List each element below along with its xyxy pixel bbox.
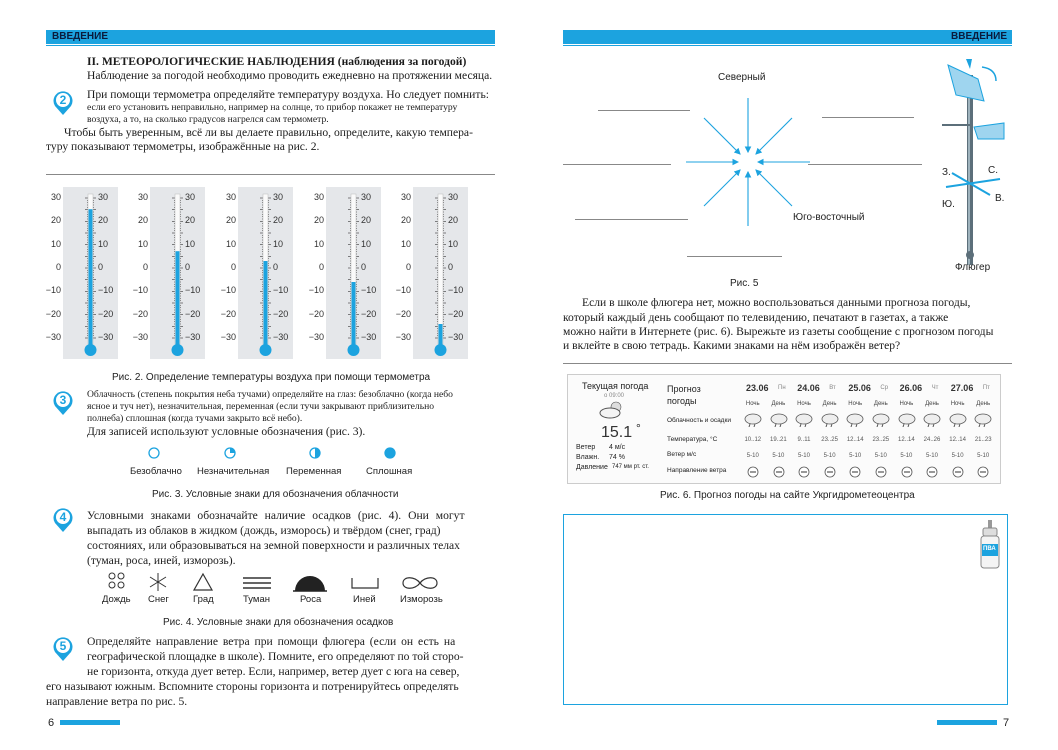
task-5-line-3: не горизонта, откуда дует ветер. Если, например, ветер дует с юга на север,	[87, 665, 460, 678]
fog-icon	[243, 576, 271, 590]
thermometer-5-label-left: −10	[395, 285, 411, 296]
forecast-wind: 5-10	[925, 453, 938, 459]
forecast-date: 23.06	[746, 383, 769, 393]
thermometer-1-label-left: 10	[50, 238, 61, 249]
thermometer-3-label-right: 30	[273, 192, 284, 202]
frost-icon	[350, 576, 380, 590]
forecast-temp: 23..25	[872, 437, 890, 443]
forecast-date: 26.06	[899, 383, 923, 393]
thermometer-3-label-left: −10	[220, 285, 236, 296]
forecast-temp: 12..14	[898, 437, 915, 443]
thermometer-2-label-right: −10	[185, 285, 201, 296]
precip-legend-frost: Иней	[353, 594, 376, 605]
thermometer-4-label-right: 30	[361, 192, 372, 202]
thermometer-1-label-right: 10	[98, 238, 109, 249]
wind-direction-icon	[824, 466, 836, 478]
forecast-cloud-icon	[898, 411, 916, 427]
right-para-line-1: Если в школе флюгера нет, можно воспользоваться данными прогноза погоды,	[582, 296, 971, 309]
current-weather-title: Текущая погода	[582, 381, 649, 391]
thermometer-4-column	[352, 282, 356, 351]
forecast-night-label: Ночь	[950, 401, 965, 407]
cloud-variable-icon	[309, 447, 321, 459]
precip-legend-rime: Изморозь	[400, 594, 443, 605]
thermometer-4-label-left: 10	[313, 238, 324, 249]
task-4-line-2: выпадать из облаков в жидком (дождь, изморось) и твёрдом (снег, град)	[87, 524, 441, 537]
task-2-badge	[52, 90, 74, 116]
right-para-line-2: который каждый день сообщают по телевидению, печатают в газетах, а также	[563, 311, 949, 324]
task-3-line-4: Для записей используют условные обозначения (рис. 3).	[87, 425, 366, 438]
row-wind-label: Ветер м/с	[667, 451, 697, 458]
task-5-line-1: Определяйте направление ветра при помощи флюгера (если он есть на	[87, 635, 456, 648]
thermometer-1-label-right: −10	[98, 285, 114, 296]
thermometer-5-label-right: 30	[448, 192, 459, 202]
forecast-wind: 5-10	[772, 453, 785, 459]
thermometer-5-label-right: 0	[448, 262, 454, 272]
cloud-legend-variable: Переменная	[286, 466, 342, 477]
forecast-cloud-icon	[846, 411, 864, 427]
task-5-line-5: направление ветра по рис. 5.	[46, 695, 188, 708]
vane-label-west: З.	[942, 167, 951, 178]
thermometer-1-label-right: 20	[98, 215, 109, 226]
thermometer-3-label-right: −10	[273, 285, 289, 296]
thermometer-5-label-right: −30	[448, 332, 464, 342]
forecast-day-label: День	[925, 401, 939, 407]
right-footer-bar	[937, 720, 997, 725]
task-4-line-4: (туман, роса, иней, изморозь).	[87, 554, 236, 567]
forecast-temp: 19..21	[770, 437, 787, 443]
fig2-caption: Рис. 2. Определение температуры воздуха при помощи термометра	[112, 372, 431, 383]
thermometer-4-label-right: 20	[361, 215, 372, 226]
task-4-line-3: состояниях, или образовываться на земной поверхности и различных телах	[87, 539, 460, 552]
forecast-day-label: День	[822, 401, 837, 407]
forecast-night-label: Ночь	[848, 401, 863, 407]
thermometer-3-label-right: −30	[273, 332, 289, 342]
current-wind-value: 4 м/с	[609, 444, 626, 451]
cloud-overcast-icon	[384, 447, 396, 459]
thermometer-4-label-right: −20	[361, 308, 377, 319]
left-header-thin-line	[46, 45, 495, 46]
wind-rose-arrows	[678, 92, 818, 232]
forecast-temp: 12..14	[846, 437, 864, 443]
thermometer-5-label-right: 20	[448, 215, 459, 226]
thermometer-3-label-left: −30	[220, 332, 236, 342]
forecast-temp: 10..12	[744, 437, 762, 443]
task-2-line-2: если его установить неправильно, например на солнце, то прибор покажет не температуру	[87, 102, 458, 113]
left-header-bar	[46, 30, 495, 44]
forecast-title-1: Прогноз	[667, 384, 701, 394]
weather-widget	[567, 374, 1001, 484]
forecast-title-2: погоды	[667, 396, 697, 406]
fig5-caption: Рис. 5	[730, 278, 759, 289]
thermometer-3-label-left: 30	[225, 192, 236, 202]
task-3-line-3: полнеба) сплошная (когда тучами закрыто всё небо).	[87, 413, 303, 424]
fig3-caption: Рис. 3. Условные знаки для обозначения облачности	[152, 489, 399, 500]
thermometer-2-label-left: 10	[137, 238, 148, 249]
thermometer-1-label-right: −20	[98, 308, 114, 319]
cloud-legend-none: Безоблачно	[130, 466, 182, 477]
current-temp-degree: °	[636, 421, 641, 435]
row-dir-label: Направление ветра	[667, 467, 727, 474]
forecast-temp: 9..11	[797, 437, 811, 443]
forecast-date: 25.06	[848, 383, 871, 393]
task-4-line-1: Условными знаками обозначайте наличие осадков (рис. 4). Они могут	[87, 509, 465, 522]
left-page-number: 6	[48, 717, 55, 729]
snow-icon	[148, 572, 168, 592]
forecast-day-label: День	[771, 401, 786, 407]
forecast-cloud-icon	[923, 411, 941, 427]
thermometer-5-label-left: −20	[395, 308, 411, 319]
current-temp: 15.1	[601, 424, 633, 441]
thermometer-4-label-left: −20	[308, 308, 324, 319]
precip-legend-fog: Туман	[243, 594, 270, 605]
forecast-date: 27.06	[950, 383, 974, 393]
left-footer-bar	[60, 720, 120, 725]
current-cloud-icon	[598, 400, 624, 420]
thermometer-3-label-left: 10	[225, 238, 236, 249]
thermometer-5-label-left: 10	[400, 238, 411, 249]
fig6-caption: Рис. 6. Прогноз погоды на сайте Укргидрометеоцентра	[660, 490, 915, 501]
thermometer-1-label-right: −30	[98, 332, 114, 342]
forecast-wind: 5-10	[977, 453, 990, 459]
forecast-cloud-icon	[770, 411, 788, 427]
thermometer-5-label-left: 30	[400, 192, 411, 202]
rain-icon	[106, 572, 128, 590]
forecast-cloud-icon	[795, 411, 813, 427]
thermometer-3-label-right: 10	[273, 238, 284, 249]
thermometer-3-label-right: −20	[273, 308, 289, 319]
task-2-line-5: туру показывают термометры, изображённые на рис. 2.	[46, 140, 320, 153]
task-2-number: 2	[59, 93, 67, 107]
thermometer-2-label-right: 10	[185, 238, 196, 249]
thermometer-4-label-right: 10	[361, 238, 372, 249]
task-2-line-3: воздуха, а то, на сколько градусов нагрелся сам термометр.	[87, 114, 329, 125]
answer-line-5	[575, 219, 688, 220]
task-2-line-4: Чтобы быть уверенным, всё ли вы делаете правильно, определите, какую темпера-	[64, 126, 473, 139]
thermometer-4-label-left: 0	[318, 262, 324, 272]
thermometer-3-label-left: −20	[220, 308, 236, 319]
thermometer-1-label-left: −10	[45, 285, 61, 296]
paste-box	[563, 514, 1008, 705]
forecast-cloud-icon	[974, 411, 992, 427]
forecast-temp: 24..26	[923, 437, 941, 443]
section-title: II. МЕТЕОРОЛОГИЧЕСКИЕ НАБЛЮДЕНИЯ (наблюдения за погодой)	[87, 55, 467, 68]
forecast-weekday: Ср	[880, 385, 889, 391]
task-5-line-4: его называют южным. Вспомните стороны горизонта и потренируйтесь определять	[46, 680, 459, 693]
right-para-line-4: и вклейте в свою тетрадь. Какими знаками на нём изображён ветер?	[563, 339, 901, 352]
row-temp-label: Температура, °С	[667, 436, 718, 443]
right-header-bar	[563, 30, 1012, 44]
vane-label-south: Ю.	[942, 199, 955, 210]
vane-label-north: С.	[988, 165, 998, 176]
wind-direction-icon	[773, 466, 785, 478]
forecast-wind: 5-10	[746, 453, 759, 459]
dew-icon	[293, 574, 327, 592]
thermometer-1-label-left: 30	[50, 192, 61, 202]
thermometer-3-label-left: 20	[225, 215, 236, 226]
forecast-day-label: День	[976, 401, 991, 407]
task-3-line-1: Облачность (степень покрытия неба тучами) определяйте на глаз: безоблачно (когда небо	[87, 389, 453, 400]
answer-line-4	[808, 164, 922, 165]
answer-line-2	[822, 117, 914, 118]
forecast-wind: 5-10	[797, 453, 810, 459]
thermometer-5-label-left: 0	[405, 262, 411, 272]
thermometer-4-label-left: −10	[308, 285, 324, 296]
task-4-number: 4	[59, 510, 67, 524]
task-3-number: 3	[59, 393, 67, 407]
current-wind-label: Ветер	[576, 444, 596, 451]
thermometer-5-label-left: 20	[400, 215, 411, 226]
forecast-weekday: Пт	[982, 385, 990, 391]
thermometer-1-label-left: 20	[50, 215, 61, 226]
row-clouds-label: Облачность и осадки	[667, 417, 731, 424]
thermometer-5-label-right: −20	[448, 308, 464, 319]
thermometer-2-label-left: 30	[137, 192, 148, 202]
weather-vane-illustration	[938, 55, 1018, 265]
thermometer-2-label-left: 0	[142, 262, 148, 272]
rose-label-southeast: Юго-восточный	[793, 212, 865, 223]
vane-label-east: В.	[995, 193, 1005, 204]
task-2-line-1: При помощи термометра определяйте температуру воздуха. Но следует помнить:	[87, 88, 489, 101]
forecast-date: 24.06	[797, 383, 820, 393]
left-header-label: ВВЕДЕНИЕ	[52, 31, 108, 42]
forecast-wind: 5-10	[823, 453, 836, 459]
forecast-temp: 21..23	[974, 437, 992, 443]
task-5-line-2: географической площадке в школе). Помните, его определяют по той сторо-	[87, 650, 464, 663]
forecast-night-label: Ночь	[899, 401, 914, 407]
thermometer-2-label-left: −10	[132, 285, 148, 296]
thermometer-2-label-right: −20	[185, 308, 201, 319]
forecast-temp: 23..25	[821, 437, 838, 443]
thermometer-3-label-right: 0	[273, 262, 279, 272]
forecast-weekday: Чт	[931, 385, 939, 391]
thermometer-1-label-right: 0	[98, 262, 104, 272]
thermometer-2-column	[176, 251, 180, 351]
current-humidity-value: 74 %	[609, 454, 625, 461]
current-pressure-label: Давление	[576, 464, 608, 471]
thermometer-1-label-left: 0	[55, 262, 61, 272]
fig6-top-rule	[563, 363, 1012, 364]
thermometer-5-label-left: −30	[395, 332, 411, 342]
right-header-thin-line	[563, 45, 1012, 46]
task-4-badge	[52, 507, 74, 533]
forecast-wind: 5-10	[874, 453, 887, 459]
thermometer-2-label-left: −20	[132, 308, 148, 319]
fig2-top-rule	[46, 174, 495, 175]
thermometer-2-label-right: 20	[185, 215, 196, 226]
thermometer-4-label-right: −10	[361, 285, 377, 296]
hail-icon	[192, 572, 214, 592]
rime-icon	[401, 574, 439, 592]
thermometer-2-label-right: −30	[185, 332, 201, 342]
wind-direction-icon	[747, 466, 759, 478]
wind-direction-icon	[849, 466, 861, 478]
thermometer-3-label-left: 0	[230, 262, 236, 272]
cloud-slight-icon	[224, 447, 236, 459]
current-weather-time: о 09:00	[604, 393, 625, 399]
right-header-label: ВВЕДЕНИЕ	[951, 31, 1007, 42]
glue-label: ПВА	[983, 546, 996, 552]
wind-direction-icon	[798, 466, 810, 478]
precip-legend-hail: Град	[193, 594, 214, 605]
forecast-night-label: Ночь	[745, 401, 760, 407]
forecast-cloud-icon	[872, 411, 890, 427]
wind-direction-icon	[977, 466, 989, 478]
thermometer-5-label-right: 10	[448, 238, 459, 249]
current-humidity-label: Влажн.	[576, 454, 600, 461]
intro-text: Наблюдение за погодой необходимо проводить ежедневно на протяжении месяца.	[87, 69, 493, 82]
answer-line-3	[563, 164, 671, 165]
precip-legend-rain: Дождь	[102, 594, 131, 605]
vane-caption: Флюгер	[955, 262, 991, 273]
wind-direction-icon	[901, 466, 913, 478]
forecast-temp: 12..14	[949, 437, 966, 443]
thermometer-2-label-left: −30	[132, 332, 148, 342]
thermometer-4-label-left: 20	[313, 215, 324, 226]
thermometer-1-label-right: 30	[98, 192, 109, 202]
forecast-weekday: Пн	[778, 385, 786, 391]
glue-bottle-icon	[978, 520, 1002, 570]
thermometer-1-label-left: −30	[45, 332, 61, 342]
thermometer-2-label-left: 20	[137, 215, 148, 226]
forecast-wind: 5-10	[900, 453, 913, 459]
forecast-cloud-icon	[744, 411, 762, 427]
forecast-night-label: Ночь	[797, 401, 811, 407]
right-para-line-3: можно найти в Интернете (рис. 6). Вырежьте из газеты сообщение с прогнозом погоды	[563, 325, 994, 338]
fig4-caption: Рис. 4. Условные знаки для обозначения осадков	[163, 617, 394, 628]
thermometer-4-label-right: −30	[361, 332, 377, 342]
thermometer-1-column	[89, 209, 93, 351]
task-3-line-2: ясное и туч нет), незначительная, переменная (если тучи закрывают приблизительно	[87, 401, 435, 412]
thermometer-3-label-right: 20	[273, 215, 284, 226]
thermometer-4-label-left: 30	[313, 192, 324, 202]
precip-legend-snow: Снег	[148, 594, 169, 605]
thermometer-2-label-right: 0	[185, 262, 191, 272]
forecast-cloud-icon	[949, 411, 967, 427]
task-5-number: 5	[59, 639, 67, 653]
thermometer-4-label-right: 0	[361, 262, 367, 272]
forecast-grid	[740, 379, 996, 479]
wind-direction-icon	[875, 466, 887, 478]
right-page-number: 7	[1003, 717, 1010, 729]
forecast-wind: 5-10	[849, 453, 862, 459]
forecast-day-label: День	[873, 401, 888, 407]
task-3-badge	[52, 390, 74, 416]
task-5-badge	[52, 636, 74, 662]
wind-direction-icon	[952, 466, 964, 478]
cloud-none-icon	[148, 447, 160, 459]
thermometer-2-label-right: 30	[185, 192, 196, 202]
answer-line-6	[687, 256, 782, 257]
thermometer-5-label-right: −10	[448, 285, 464, 296]
precip-legend-dew: Роса	[300, 594, 322, 605]
rose-label-north: Северный	[718, 72, 766, 83]
cloud-legend-slight: Незначительная	[197, 466, 270, 477]
current-pressure-value: 747 мм рт. ст.	[612, 464, 649, 470]
forecast-wind: 5-10	[951, 453, 964, 459]
thermometer-1-label-left: −20	[45, 308, 61, 319]
answer-line-1	[598, 110, 690, 111]
forecast-weekday: Вт	[829, 385, 836, 391]
forecast-cloud-icon	[821, 411, 839, 427]
cloud-legend-overcast: Сплошная	[366, 466, 413, 477]
wind-direction-icon	[926, 466, 938, 478]
thermometer-4-label-left: −30	[308, 332, 324, 342]
thermometer-3-column	[264, 261, 268, 351]
